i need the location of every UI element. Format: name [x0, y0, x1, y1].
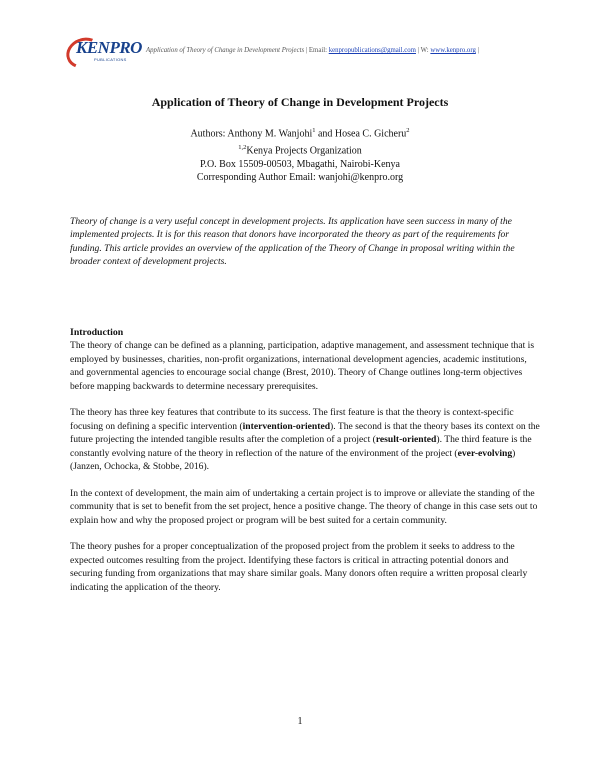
- article-title: Application of Theory of Change in Development Projects: [151, 95, 449, 109]
- author-block: [0, 124, 600, 185]
- logo-subtext: PUBLICATIONS: [94, 57, 127, 62]
- paragraph-2: The theory has three key features that contribute to its success. The first feature is that the theory is context-specific focusing on defining a specific intervention (intervention-oriented). The second is that the theory bases its context on the future projecting the intended tangible results after the completion of a project (result-oriented). The third feature is the constantly evolving nature of the theory in reflection of the nature of the environment of the project (ever-evolving) (Janzen, Ochocka, & Stobbe, 2016).: [70, 407, 540, 473]
- email-label: | Email:: [305, 47, 328, 54]
- introduction-heading: Introduction: [70, 327, 124, 338]
- header-end-bar: |: [477, 47, 479, 54]
- web-link[interactable]: www.kenpro.org: [430, 47, 476, 54]
- authors-line: Authors: Anthony M. Wanjohi$^1$ and Hosea C. Gicheru$^2$: [190, 127, 410, 140]
- corresponding-email: Corresponding Author Email: wanjohi@kenpro.org: [196, 172, 404, 184]
- running-title: Application of Theory of Change in Development Projects: [146, 47, 305, 54]
- organization-line: $^{1,2}$Kenya Projects Organization: [238, 143, 362, 157]
- page-number: 1: [297, 716, 303, 727]
- email-link[interactable]: kenpropublications@gmail.com: [328, 47, 416, 54]
- kenpro-logo: [66, 34, 144, 66]
- paragraph-3: In the context of development, the main aim of undertaking a certain project is to improve or alleviate the standing of the community that is set to benefit from the set project, hence a positive change. The theory of change in this case sets out to explain how and why the proposed project or program will be best suited for a certain community.: [70, 487, 538, 526]
- page-header: [66, 34, 536, 66]
- abstract: Theory of change is a very useful concept in development projects. Its application have seen success in many of the implemented projects. It is for this reason that donors have incorporated the theory as part of the requirements for funding. This article provides an overview of the application of the Theory of Change in proposal writing within the broader context of development projects.: [70, 216, 515, 268]
- article-body: [70, 326, 540, 607]
- paragraph-4: The theory pushes for a proper conceptualization of the proposed project from the problem it seeks to address to the expected outcomes resulting from the project. Identifying these factors is critical in attracting potential donors and securing funding from organizations that may share similar goals. Many donors often require a written proposal clearly indicating the application of the theory.: [70, 541, 528, 593]
- running-header: [146, 47, 536, 54]
- web-label: | W:: [417, 47, 429, 54]
- address-line: P.O. Box 15509-00503, Mbagathi, Nairobi-Kenya: [200, 158, 400, 170]
- paragraph-1: The theory of change can be defined as a planning, participation, adaptive management, and assessment technique that is employed by businesses, charities, non-profit organizations, international development agencies, academic institutions, and governmental agencies to encourage social change (Brest, 2010). Theory of Change outlines long-term objectives before mapping backwards to determine necessary prerequisites.: [70, 340, 535, 392]
- logo-wordmark: KENPRO: [76, 38, 142, 57]
